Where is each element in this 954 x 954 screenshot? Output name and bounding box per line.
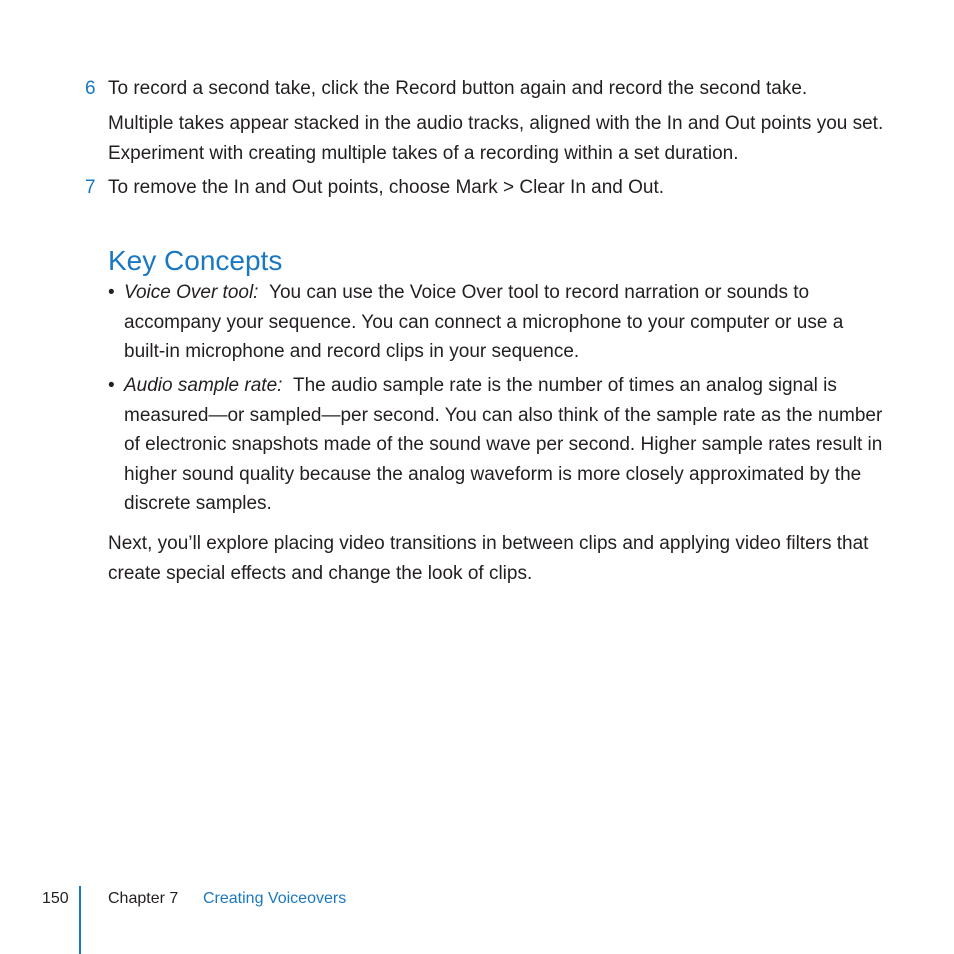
page-number: 150 [42, 890, 69, 907]
closing-paragraph: Next, you’ll explore placing video transitions in between clips and applying video filters that create special effects and change the look of clips. [108, 533, 869, 584]
footer-divider [79, 886, 81, 954]
bullet-text: The audio sample rate is the number of times an analog signal is measured—or sampled—per second. You can also think of the sample rate as the number of electronic snapshots made of the sound wave per second. Higher sample rates result in higher sound quality because the analog waveform is more closely approximated by the discrete samples. [124, 375, 883, 514]
bullet-text: You can use the Voice Over tool to record narration or sounds to accompany your sequence. You can connect a microphone to your computer or use a built-in microphone and record clips in your sequence. [124, 282, 844, 362]
bullet-term: Voice Over tool: [124, 282, 259, 303]
step-text: To record a second take, click the Record button again and record the second take. [108, 78, 808, 99]
bullet-body [124, 278, 884, 367]
step-6-note: Multiple takes appear stacked in the audio tracks, aligned with the In and Out points you set. Experiment with creating multiple takes of a recording within a set duration. [108, 113, 884, 164]
step-number: 7 [85, 177, 96, 198]
step-text: To remove the In and Out points, choose Mark > Clear In and Out. [108, 177, 665, 198]
bullet-marker: • [108, 282, 115, 303]
footer-chapter: Chapter 7 [108, 890, 179, 907]
step-number: 6 [85, 78, 96, 99]
bullet-marker: • [108, 375, 115, 396]
footer-chapter-title: Creating Voiceovers [203, 890, 347, 907]
section-heading: Key Concepts [108, 245, 283, 276]
bullet-body [124, 371, 884, 519]
bullet-term: Audio sample rate: [124, 375, 283, 396]
